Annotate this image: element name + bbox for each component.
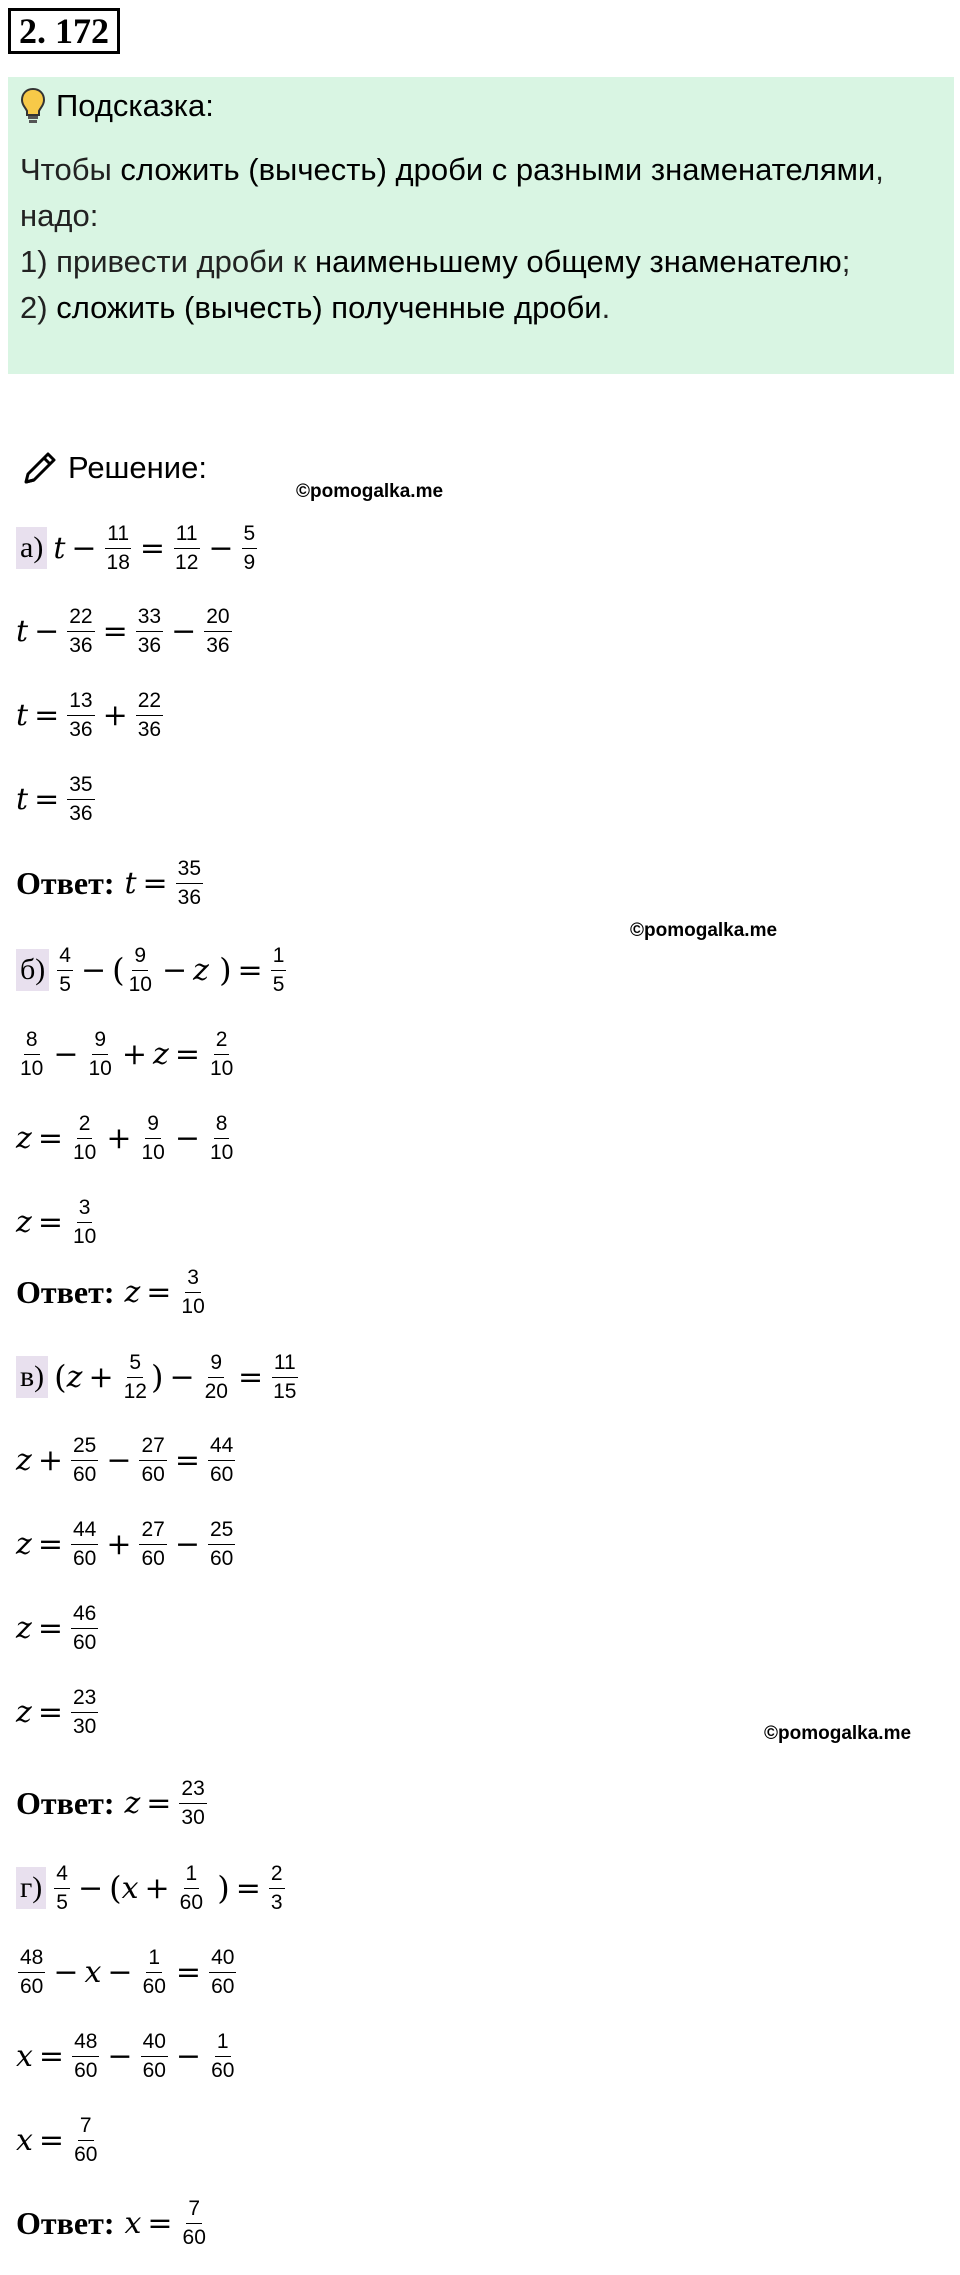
solution-title — [20, 448, 207, 488]
part-v-tag: в) — [16, 1356, 48, 1398]
part-v-step-1: z + $\frac{25}{60}$ − $\frac{27}{60}$ = $\frac{44}{60}$ — [16, 1433, 234, 1486]
part-b-step-3: z = $\frac{3}{10}$ — [16, 1195, 97, 1248]
watermark: ©pomogalka.me — [764, 1723, 912, 1744]
answer-label: Ответ: — [16, 1784, 115, 1821]
part-a-equation: а) t − $\frac{11}{18}$ = $\frac{11}{12}$ − $\frac{5}{9}$ — [16, 513, 259, 583]
hint-title-text: Подсказка: — [56, 88, 214, 123]
part-v-step-4: z = $\frac{23}{30}$ — [16, 1685, 97, 1738]
hint-title — [20, 87, 214, 125]
part-a-tag: а) — [16, 527, 47, 569]
part-b-step-2: z = $\frac{2}{10}$ + $\frac{9}{10}$ − $\frac{8}{10}$ — [16, 1111, 234, 1164]
part-b-equation: б) $\frac{4}{5}$ − ( $\frac{9}{10}$ − z ) = $\frac{1}{5}$ — [16, 935, 288, 1005]
watermark: ©pomogalka.me — [630, 920, 778, 941]
part-g-step-1: $\frac{48}{60}$ − x − $\frac{1}{60}$ = $\frac{40}{60}$ — [20, 1945, 235, 1998]
part-v-equation: в) ( z + $\frac{5}{12}$ ) − $\frac{9}{20}$ = $\frac{11}{15}$ — [16, 1342, 300, 1412]
lightbulb-icon — [20, 87, 46, 125]
part-a-step-3: t = $\frac{35}{36}$ — [16, 772, 93, 825]
part-b-answer: Ответ: z = $\frac{3}{10}$ — [16, 1265, 205, 1318]
hint-body: Чтобы сложить (вычесть) дроби с разными знаменателями, надо: 1) привести дроби к наименьшему общему знаменателю; 2) сложить (вычесть) полученные дроби. — [20, 152, 884, 325]
hint-box — [8, 77, 954, 374]
task-number: 2. 172 — [8, 8, 120, 54]
watermark: ©pomogalka.me — [296, 481, 444, 502]
answer-label: Ответ: — [16, 1273, 115, 1310]
solution-title-text: Решение: — [68, 450, 207, 485]
part-g-equation: г) $\frac{4}{5}$ − ( x + $\frac{1}{60}$ ) = $\frac{2}{3}$ — [16, 1853, 287, 1923]
part-a-step-1: t − $\frac{22}{36}$ = $\frac{33}{36}$ − $\frac{20}{36}$ — [16, 604, 230, 657]
part-v-step-3: z = $\frac{46}{60}$ — [16, 1601, 97, 1654]
part-b-step-1: $\frac{8}{10}$ − $\frac{9}{10}$ + z = $\frac{2}{10}$ — [20, 1027, 234, 1080]
part-v-answer: Ответ: z = $\frac{23}{30}$ — [16, 1776, 205, 1829]
part-g-step-3: x = $\frac{7}{60}$ — [16, 2113, 98, 2166]
part-g-step-2: x = $\frac{48}{60}$ − $\frac{40}{60}$ − $\frac{1}{60}$ — [16, 2029, 235, 2082]
part-b-tag: б) — [16, 949, 49, 991]
part-g-answer: Ответ: x = $\frac{7}{60}$ — [16, 2196, 206, 2249]
part-a-step-2: t = $\frac{13}{36}$ + $\frac{22}{36}$ — [16, 688, 162, 741]
part-a-answer: Ответ: t = $\frac{35}{36}$ — [16, 856, 202, 909]
answer-label: Ответ: — [16, 864, 115, 901]
part-g-tag: г) — [16, 1867, 46, 1909]
answer-label: Ответ: — [16, 2204, 115, 2241]
pencil-icon — [20, 448, 60, 488]
part-v-step-2: z = $\frac{44}{60}$ + $\frac{27}{60}$ − $\frac{25}{60}$ — [16, 1517, 234, 1570]
